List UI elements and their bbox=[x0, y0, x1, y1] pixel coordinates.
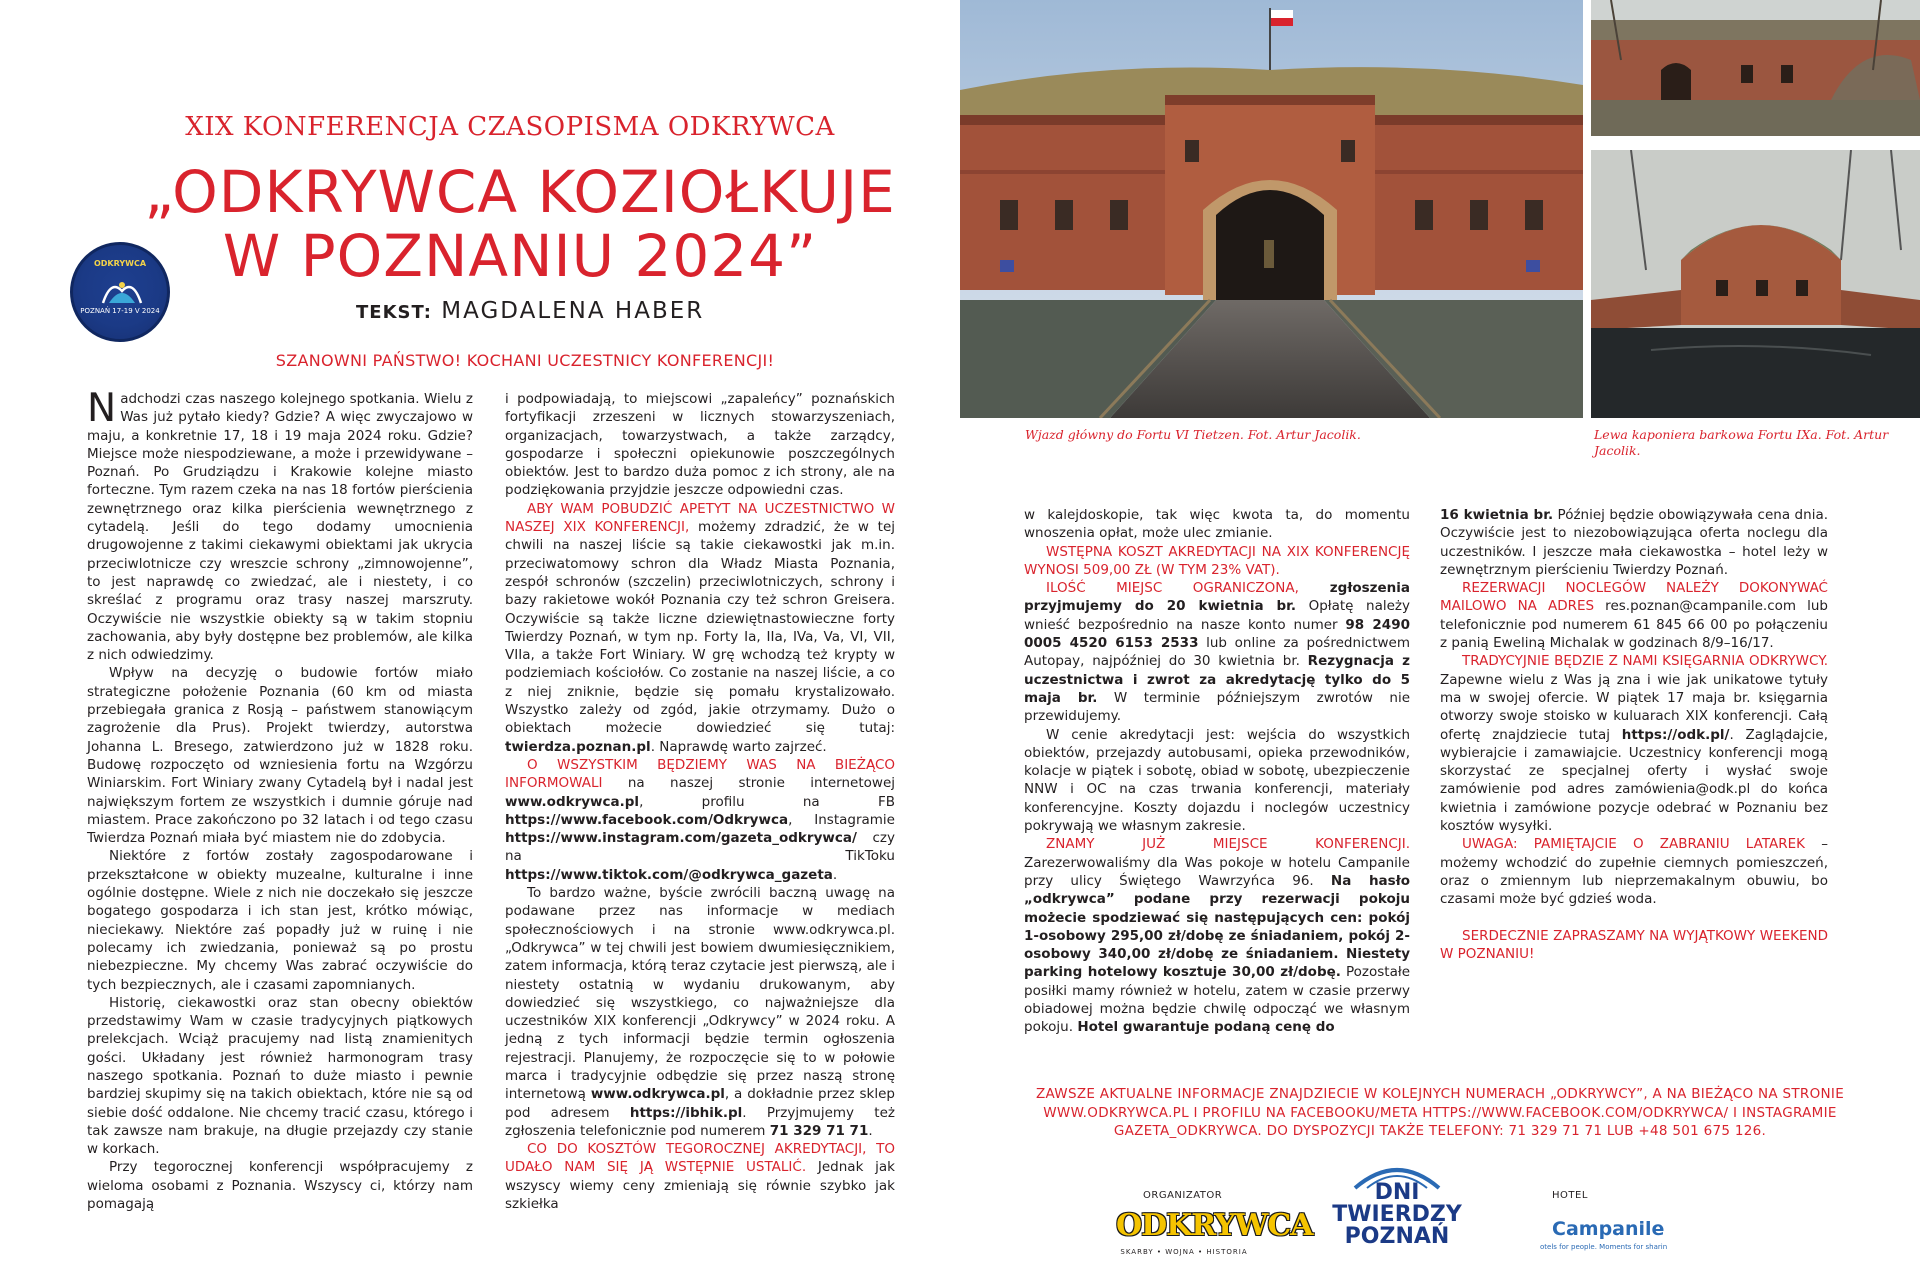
dni-line1: DNI bbox=[1374, 1180, 1420, 1205]
highlight-lead: ZNAMY JUŻ MIEJSCE KONFERENCJI. bbox=[1046, 836, 1410, 853]
paragraph-text: , a dokładnie przez sklep pod adresem bbox=[505, 1086, 895, 1121]
paragraph: Przy tegorocznej konferencji współpracujemy z wieloma osobami z Poznania. Wszyscy ci, którzy nam pomagają bbox=[87, 1159, 473, 1213]
paragraph-text: . bbox=[832, 866, 838, 883]
paragraph bbox=[87, 386, 473, 664]
paragraph bbox=[1440, 927, 1828, 964]
campanile-logo bbox=[1540, 1218, 1680, 1258]
paragraph-text: Zarezerwowaliśmy dla Was pokoje w hotelu Campanile przy ulicy Świętego Wawrzyńca 96. bbox=[1024, 854, 1410, 889]
dni-twierdzy-poznan-logo bbox=[1332, 1160, 1462, 1260]
paragraph-text: To bardzo ważne, byście zwrócili baczną uwagę na podawane przez nas informacje w mediach społecznościowych i na stronie www.odkrywca.pl. „Odkrywca” w tej chwili jest bowiem dwumiesięcznikiem, zatem informacja, którą teraz czytacie jest pierwszą, ale i niestety ostatnią w wydaniu drukowanym, aby dowiedzieć się wszystkiego, co najważniejsze dla uczestników XIX konferencji „Odkrywcy” w 2024 roku. A jedną z tych informacji będzie termin ogłoszenia rejestracji. Planujemy, że rozpoczęcie się to w połowie marca i tradycyjnie odbędzie się przez naszą stronę internetową bbox=[505, 885, 895, 1103]
odkrywca-logo bbox=[1116, 1208, 1313, 1258]
article-title-line2: W POZNANIU 2024” bbox=[222, 222, 818, 290]
highlight-lead: REZERWACJI NOCLEGÓW NALEŻY DOKONYWAĆ MAILOWO NA ADRES bbox=[1440, 580, 1828, 615]
paragraph bbox=[1440, 506, 1828, 579]
paragraph: w kalejdoskopie, tak więc kwota ta, do momentu wnoszenia opłat, może ulec zmianie. bbox=[1024, 507, 1410, 542]
link-text[interactable]: twierdza.poznan.pl bbox=[505, 738, 651, 755]
link-text[interactable]: https://www.tiktok.com/@odkrywca_gazeta bbox=[505, 866, 833, 883]
paragraph: Wpływ na decyzję o budowie fortów miało strategiczne położenie Poznania (60 km od miasta przebiegała granica z Rosją – państwem stanowiącym zagrożenie dla Prus). Projekt twierdzy, autorstwa Johanna L. Bresego, zatwierdzono już w 1828 roku. Budowę rozpoczęto od wzniesienia fortu na Wzgórzu Winiarskim. Fort Winiary zwany Cytadelą był i nadal jest największym fortem ze wszystkich i dumnie góruje nad miastem. Prace zakończono po 32 latach i od tego czasu Twierdza Poznań miała być miastem nie do zdobycia. bbox=[87, 665, 473, 847]
bold-text: Rezygnacja z uczestnictwa i zwrot za akredytację tylko do 5 maja br. bbox=[1024, 653, 1410, 706]
paragraph-text: , profilu na FB bbox=[639, 793, 895, 810]
text-column-1 bbox=[87, 386, 473, 1213]
conference-logo bbox=[70, 242, 170, 342]
footer-info-note: ZAWSZE AKTUALNE INFORMACJE ZNAJDZIECIE W KOLEJNYCH NUMERACH „ODKRYWCY”, A NA BIEŻĄCO NA STRONIE WWW.ODKRYWCA.PL I PROFILU NA FACEBOOKU/META HTTPS://WWW.FACEBOOK.COM/ODKRYWCA/ I INSTAGRAMIE GAZETA_ODKRYWCA. DO DYSPOZYCJI TAKŻE TELEFONY: 71 329 71 71 LUB +48 501 675 126. bbox=[1035, 1086, 1845, 1139]
paragraph: W cenie akredytacji jest: wejścia do wszystkich obiektów, przejazdy autobusami, opieka przewodników, kolacje w piątek i sobotę, obiad w sobotę, ubezpieczenie NNW i OC na czas trwania konferencji, materiały konferencyjne. Koszty dojazdu i noclegów uczestnicy pokrywają we własnym zakresie. bbox=[1024, 726, 1410, 835]
closing-invitation: SERDECZNIE ZAPRASZAMY NA WYJĄTKOWY WEEKEND W POZNANIU! bbox=[1440, 927, 1828, 962]
caponier-illustration bbox=[1591, 150, 1920, 418]
paragraph bbox=[505, 756, 895, 884]
paragraph: i podpowiadają, to miejscowi „zapaleńcy” poznańskich fortyfikacji zrzeszeni w licznych stowarzyszeniach, organizacjach, towarzystwach, a także zarządcy, gospodarze i społeczni opiekunowie poszczególnych obiektów. Jest to bardzo duża pomoc z ich strony, ale na podziękowania przyjdzie jeszcze odpowiedni czas. bbox=[505, 391, 895, 499]
conference-logo-top: ODKRYWCA bbox=[93, 259, 147, 268]
paragraph bbox=[1440, 835, 1828, 908]
drop-cap: N bbox=[87, 386, 117, 431]
paragraph-text: Jednak jak wszyscy wiemy ceny zmieniają się równie szybko jak szkiełka bbox=[505, 1159, 895, 1213]
highlight-lead: UWAGA: PAMIĘTAJCIE O ZABRANIU LATAREK bbox=[1462, 836, 1806, 853]
link-text[interactable]: https://ibhik.pl bbox=[629, 1104, 743, 1121]
link-text[interactable]: https://odk.pl/ bbox=[1621, 726, 1730, 743]
photo-fort-vi-entrance bbox=[960, 0, 1583, 418]
photo-caption-fort-vi: Wjazd główny do Fortu VI Tietzen. Fot. Artur Jacolik. bbox=[1025, 427, 1361, 442]
bold-text: Na hasło „odkrywca” podane przy rezerwacji pokoju możecie spodziewać się następujących cen: pokój 1-osobowy 295,00 zł/dobę ze śniadaniem, pokój 2-osobowy 340,00 zł/dobę ze śniadaniem. Niestety parking hotelowy kosztuje 30,00 zł/dobę. bbox=[1024, 872, 1410, 981]
highlight-lead: CO DO KOSZTÓW TEGOROCZNEJ AKREDYTACJI, TO UDAŁO NAM SIĘ JĄ WSTĘPNIE USTALIĆ. bbox=[505, 1141, 895, 1176]
paragraph bbox=[1440, 652, 1828, 835]
paragraph-text: adchodzi czas naszego kolejnego spotkania. Wielu z Was już pytało kiedy? Gdzie? A więc zwyczajowo w maju, a konkretnie 17, 18 i 19 maja 2024 roku. Gdzie? Miejsce może niespodziewane, a może i przewidywane – Poznań. Po Grudziądzu i Krakowie kolejne miasto forteczne. Tym razem czeka na nas 18 fortów pierścienia zewnętrznego oraz kilka pierścienia wewnętrznego z cytadelą. Jeśli do tego dodamy umocnienia drugowojenne z takimi ciekawymi obiektami jak ukrycia przeciwlotnicze czy wreszcie schrony „zimnowojenne”, to jest naprawdę co zwiedzać, ale i niestety, i co skreślać z programu oraz trasy naszej marszruty. Oczywiście nie wszystkie obiekty są w takim stopniu zachowania, aby były dostępne bez problemów, ale kilka z nich odwiedzimy. bbox=[87, 391, 473, 664]
campanile-logo-word: Campanile bbox=[1552, 1218, 1665, 1240]
paragraph bbox=[1024, 835, 1410, 1036]
bold-text: zgłoszenia przyjmujemy do 20 kwietnia br. bbox=[1024, 580, 1410, 615]
paragraph: Historię, ciekawostki oraz stan obecny obiektów przedstawimy Wam w czasie tradycyjnych piątkowych prelekcjach. Wciąż pracujemy nad listą znamienitych gości. Układany jest również harmonogram trasy naszego spotkania. Poznań to duże miasto i pewnie bardziej skupimy się na takich obiektach, które nie są od siebie dość oddalone. Nie chcemy tracić czasu, którego i tak zawsze nam brakuje, na długie przejazdy czy stanie w korkach. bbox=[87, 994, 473, 1158]
paragraph bbox=[505, 1140, 895, 1213]
paragraph-text: Zapewne wielu z Was ją zna i wie jak unikatowe tytuły ma w swojej ofercie. W piątek 17 maja br. księgarnia otworzy swoje stoisko w kuluarach XIX konferencji. Całą ofertę znajdziecie tutaj bbox=[1440, 671, 1828, 743]
byline-author: MAGDALENA HABER bbox=[441, 298, 705, 324]
paragraph bbox=[1024, 579, 1410, 725]
conference-kicker: XIX KONFERENCJA CZASOPISMA ODKRYWCA bbox=[185, 112, 835, 142]
paragraph-text: res.poznan@campanile.com lub telefonicznie pod numerem 61 845 66 00 po połączeniu z panią Eweliną Michalak w godzinach 8/9–16/17. bbox=[1440, 598, 1828, 652]
paragraph-text: Pozostałe posiłki mamy również w hotelu, zatem w czasie przerwy obiadowej można będzie chwilę odpocząć we własnym pokoju. bbox=[1024, 964, 1410, 1036]
dni-line2: TWIERDZY bbox=[1332, 1202, 1462, 1227]
paragraph-text: . Przyjmujemy też zgłoszenia telefonicznie pod numerem bbox=[505, 1104, 895, 1139]
right-page bbox=[960, 0, 1920, 1281]
fort-ruins-illustration bbox=[1591, 0, 1920, 136]
paragraph bbox=[505, 500, 895, 756]
paragraph-text: lub online za pośrednictwem Autopay, najpóźniej do 30 kwietnia br. bbox=[1024, 635, 1410, 670]
paragraph bbox=[1440, 579, 1828, 652]
paragraph-text: Później będzie obowiązywała cena dnia. Oczywiście jest to niezobowiązująca oferta noclegu dla uczestników. I jeszcze mała ciekawostka – hotel leży w zewnętrznym pierścieniu Twierdzy Poznań. bbox=[1440, 507, 1829, 578]
text-column-4 bbox=[1440, 506, 1828, 963]
text-column-3 bbox=[1024, 506, 1410, 1037]
text-column-2 bbox=[505, 390, 895, 1213]
highlight-lead: TRADYCYJNIE BĘDZIE Z NAMI KSIĘGARNIA ODKRYWCY. bbox=[1462, 653, 1828, 670]
paragraph-text: na naszej stronie internetowej bbox=[602, 775, 895, 792]
highlight-lead: ABY WAM POBUDZIĆ APETYT NA UCZESTNICTWO W NASZEJ XIX KONFERENCJI, bbox=[505, 500, 895, 536]
highlight-lead: WSTĘPNA KOSZT AKREDYTACJI NA XIX KONFERENCJĘ WYNOSI 509,00 ZŁ (W TYM 23% VAT). bbox=[1024, 543, 1410, 578]
paragraph bbox=[1024, 543, 1410, 580]
bold-text: 16 kwietnia br. bbox=[1440, 507, 1554, 523]
byline-label: TEKST: bbox=[356, 302, 432, 323]
bank-account: 98 2490 0005 4520 6153 2533 bbox=[1024, 616, 1410, 652]
article-title-line1: „ODKRYWCA KOZIOŁKUJE bbox=[144, 158, 896, 226]
paragraph-text: możemy zdradzić, że w tej chwili na naszej liście są takie ciekawostki jak m.in. przeciwatomowy schron dla Władz Miasta Poznania, zespół schronów (szczelin) przeciwlotniczych, schrony i bazy rakietowe wokół Poznania czy też schron Greisera. Oczywiście są także liczne dziewiętnastowieczne forty Twierdzy Poznań, w tym np. Forty Ia, IIa, IVa, Va, VI, VII, VIIa, a także Fort Winiary. W grę wchodzą też krypty w podziemiach kościołów. Co zostanie na naszej liście, a co z niej zniknie, będzie się pomału krystalizowało. Wszystko zależy od zgód, jakie otrzymamy. Dużo o obiektach możecie dowiedzieć się tutaj: bbox=[505, 519, 896, 737]
hotel-label: HOTEL bbox=[1552, 1190, 1588, 1201]
photo-fort-ixa-caponier bbox=[1591, 150, 1920, 418]
paragraph-text: W terminie późniejszym zwrotów nie przewidujemy. bbox=[1024, 689, 1411, 725]
organizer-label: ORGANIZATOR bbox=[1143, 1190, 1223, 1201]
paragraph-text: – możemy wchodzić do zupełnie ciemnych pomieszczeń, oraz o zmiennym lub nieprzemakalnym obuwiu, bo czasami może być gdzieś woda. bbox=[1440, 836, 1828, 908]
paragraph-text: . Naprawdę warto zajrzeć. bbox=[650, 738, 827, 755]
dni-line3: POZNAŃ bbox=[1344, 1224, 1450, 1249]
link-text[interactable]: www.odkrywca.pl bbox=[590, 1086, 725, 1103]
highlight-lead: ILOŚĆ MIEJSC OGRANICZONA, bbox=[1046, 580, 1299, 597]
paragraph-text: . Zaglądajcie, wybierajcie i zamawiajcie. Uczestnicy konferencji mogą skorzystać ze specjalnej oferty i wysłać swoje zamówienie pod adres zamówienia@odk.pl do końca kwietnia i zamówione pozycje odebrać w Poznaniu bez kosztów wysyłki. bbox=[1440, 726, 1828, 835]
highlight-lead: O WSZYSTKIM BĘDZIEMY WAS NA BIEŻĄCO INFORMOWALI bbox=[505, 756, 895, 792]
conference-logo-emblem-icon bbox=[99, 275, 145, 305]
conference-logo-bottom: POZNAŃ 17-19 V 2024 bbox=[80, 307, 160, 315]
paragraph-text: , Instagramie bbox=[788, 811, 895, 828]
odkrywca-logo-tagline: SKARBY • WOJNA • HISTORIA bbox=[1120, 1248, 1248, 1256]
byline bbox=[356, 298, 704, 324]
photo-caption-fort-ixa: Lewa kaponiera barkowa Fortu IXa. Fot. Artur Jacolik. bbox=[1594, 427, 1889, 458]
phone-number: 71 329 71 71 bbox=[769, 1122, 869, 1139]
paragraph-text: . bbox=[868, 1122, 873, 1139]
campanile-logo-tagline: otels for people. Moments for sharin bbox=[1540, 1243, 1668, 1251]
fort-entrance-illustration bbox=[960, 0, 1583, 418]
salutation: SZANOWNI PAŃSTWO! KOCHANI UCZESTNICY KONFERENCJI! bbox=[275, 351, 775, 370]
bold-text: Hotel gwarantuje podaną cenę do bbox=[1077, 1019, 1335, 1036]
paragraph-text: czy na TikToku bbox=[505, 830, 895, 865]
paragraph bbox=[505, 884, 895, 1140]
photo-fort-ruins bbox=[1591, 0, 1920, 136]
link-text[interactable]: www.odkrywca.pl bbox=[505, 793, 640, 810]
paragraph-text: Opłatę należy wnieść bezpośrednio na nasze konto numer bbox=[1024, 598, 1410, 633]
link-text[interactable]: https://www.instagram.com/gazeta_odkrywca/ bbox=[505, 830, 857, 847]
paragraph: Niektóre z fortów zostały zagospodarowane i przekształcone w obiekty muzealne, kulturalne i inne ogólnie dostępne. Wiele z nich nie doczekało się jeszcze bogatego gospodarza i ich stan jest, krótko mówiąc, nieciekawy. Niektóre zaś popadły już w ruinę i nie polecamy ich zwiedzania, ponieważ są po prostu niebezpieczne. My chcemy Was zabrać oczywiście do tych bezpiecznych, ale i czasami zapomnianych. bbox=[87, 848, 473, 993]
odkrywca-logo-word: ODKRYWCA bbox=[1116, 1208, 1313, 1243]
link-text[interactable]: https://www.facebook.com/Odkrywca bbox=[505, 811, 789, 828]
